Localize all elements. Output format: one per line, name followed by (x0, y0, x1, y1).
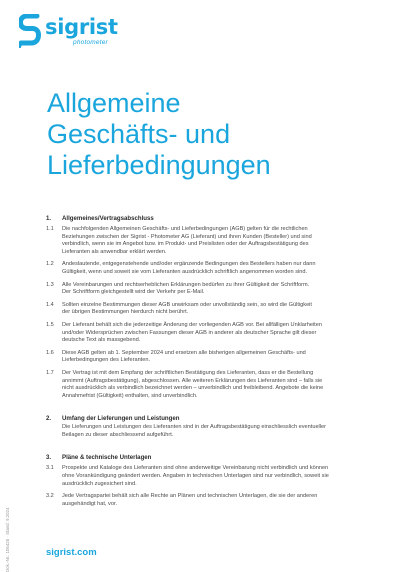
clause-line: der übrigen Bestimmungen hierdurch nicht berührt. (62, 309, 189, 316)
clause-line: ausdrücklich zugesichert sind. (62, 480, 137, 487)
section-heading (46, 215, 378, 223)
title-line: Geschäfts- und (47, 119, 231, 149)
footer-website-link[interactable]: sigrist.com (46, 547, 97, 558)
clause-line: und/oder Widersprüchen zwischen Fassungen dieser AGB in anderer als deutscher Sprache gilt dieser (62, 329, 317, 336)
clause-number: 1.7 (46, 369, 54, 376)
clause (46, 370, 378, 400)
logo-subtitle: photometer (73, 39, 108, 46)
clause (46, 493, 378, 508)
clause-line: Gültigkeit, wenn und soweit sie vom Lieferanten ausdrücklich schriftlich angenommen worden sind. (62, 268, 308, 275)
clause-line: nicht ausdrücklich als verbindlich bezeichnet werden – unverbindlich und freibleibend. Angebote die keine (62, 385, 324, 392)
clause (46, 282, 378, 297)
clause-line: annimmt (Auftragsbestätigung), abgeschlossen. Alle weiteren Erklärungen des Lieferanten sind – falls sie (62, 377, 323, 384)
clause (46, 261, 378, 276)
sigrist-logo (19, 14, 119, 50)
section-heading (46, 454, 378, 462)
clause-line: Die nachfolgenden Allgemeinen Geschäfts- und Lieferbedingungen (AGB) gelten für die rechtlichen (62, 226, 308, 232)
page-title (47, 88, 377, 181)
clause-line: Lieferbedingungen des Lieferanten. (62, 357, 151, 364)
section-number: 3. (46, 454, 52, 462)
clause-line: Lieferanten als anwendbar erklärt werden. (62, 248, 167, 255)
clause-line: Der Schriftform gleichgestellt wird der Verkehr per E-Mail. (62, 289, 205, 296)
clause (46, 226, 378, 256)
title-line: Lieferbedingungen (47, 150, 271, 180)
clause-line: Beziehungen zwischen der Sigrist - Photometer AG (Lieferant) und ihren Kunden (Besteller) und sind (62, 233, 312, 240)
section-title: Umfang der Lieferungen und Leistungen (62, 415, 180, 423)
section-number: 2. (46, 415, 52, 423)
section-title: Pläne & technische Unterlagen (62, 454, 152, 462)
clause (46, 350, 378, 365)
section-text (46, 424, 378, 439)
clause (46, 302, 378, 317)
clause-number: 3.2 (46, 493, 54, 500)
clause-line: Jede Vertragspartei behält sich alle Rechte an Plänen und technischen Unterlagen, die sie der anderen (62, 493, 318, 500)
clause-number: 1.2 (46, 261, 54, 268)
clause-line: Andeslautende, entgegenstehende und/oder ergänzende Bedingungen des Bestellers haben nur dann (62, 261, 316, 268)
clause-line: Sollten einzelne Bestimmungen dieser AGB unwirksam oder unvollständig sein, so wird die Gültigkeit (62, 301, 312, 308)
clause-line: Prospekte und Kataloge des Lieferanten sind ohne anderweitige Vereinbarung nicht verbindlich und können (62, 465, 329, 472)
clause-number: 1.5 (46, 321, 54, 328)
section-line: Beilagen zu dieser abschliessend aufgeführt. (62, 431, 174, 438)
section-title: Allgemeines/Vertragsabschluss (62, 215, 154, 222)
clause-number: 3.1 (46, 465, 54, 472)
clause-line: Der Lieferant behält sich die jederzeitige Änderung der vorliegenden AGB vor. Bei allfälligen Unklarheiten (62, 321, 322, 328)
section-heading (46, 415, 378, 423)
clause-line: Diese AGB gelten ab 1. September 2024 und ersetzen alle bisherigen allgemeinen Geschäfts- und (62, 349, 306, 356)
clause (46, 322, 378, 345)
clause-line: deutsche Text als massgebend. (62, 337, 141, 344)
document-reference: Dok.-Nr.: 106425 · Stand: 9.2024 (5, 507, 10, 572)
clause-line: verbindlich, wenn sie im Angebot bzw. im Produkt- und Preislisten oder der Auftragsbestätigung des (62, 241, 309, 248)
clause-number: 1.4 (46, 301, 54, 308)
sigrist-s-mark-icon (19, 14, 41, 48)
clause (46, 465, 378, 488)
logo-wordmark: sigrist (45, 15, 118, 39)
terms-body (46, 215, 378, 508)
clause-line: ausgehändigt hat, vor. (62, 500, 118, 507)
title-line: Allgemeine (47, 88, 181, 118)
clause-number: 1.1 (46, 226, 54, 232)
clause-number: 1.6 (46, 349, 54, 356)
clause-number: 1.3 (46, 281, 54, 288)
clause-line: Annahmefrist (Gültigkeit) enthalten, sind unverbindlich. (62, 392, 198, 399)
clause-line: Der Vertrag ist mit dem Empfang der schriftlichen Bestätigung des Lieferanten, dass er die Bestellung (62, 369, 314, 376)
section-number: 1. (46, 215, 52, 222)
clause-line: ohne Vorankündigung geändert werden. Angaben in technischen Unterlagen sind nur verbindlich, soweit sie (62, 473, 329, 480)
section-line: Die Lieferungen und Leistungen des Lieferanten sind in der Auftragsbestätigung einschliesslich eventueller (62, 424, 327, 431)
clause-line: Alle Vereinbarungen und rechtserheblichen Erklärungen bedürfen zu ihrer Gültigkeit der Schriftform. (62, 281, 310, 288)
